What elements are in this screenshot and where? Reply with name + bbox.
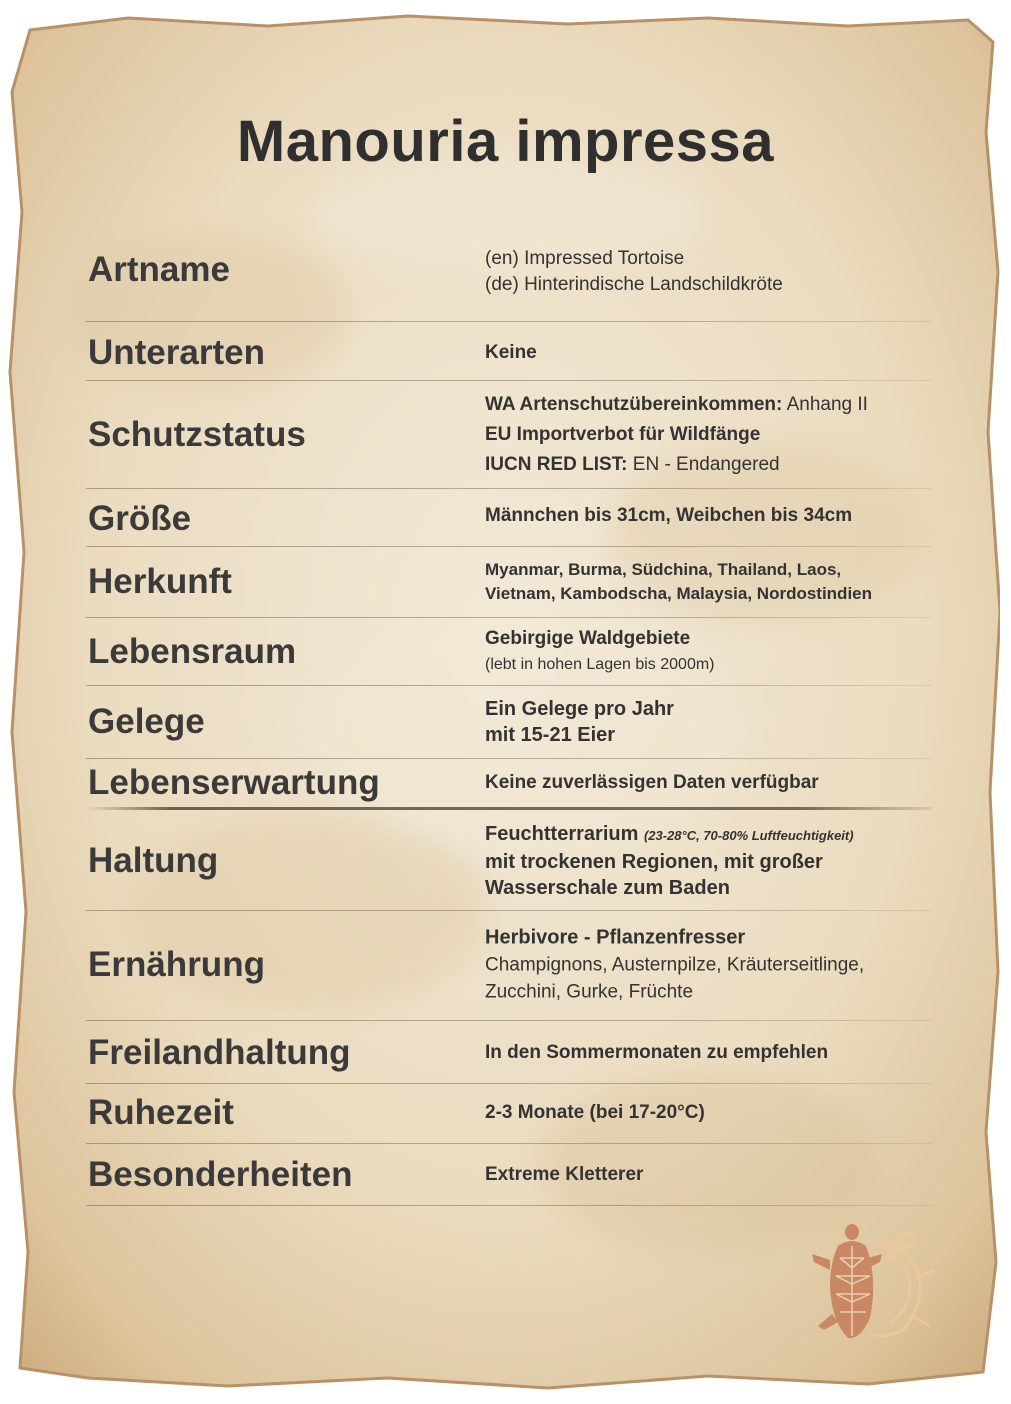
row-schutzstatus <box>86 390 931 480</box>
row-label: Ernährung <box>88 945 265 984</box>
row-value <box>485 1162 925 1188</box>
row-label: Besonderheiten <box>88 1155 353 1194</box>
row-groesse <box>86 494 931 544</box>
row-lebensraum <box>86 624 931 679</box>
row-divider <box>86 617 931 618</box>
row-ruhezeit <box>86 1088 931 1138</box>
value-line: Gebirgige Waldgebiete <box>485 627 691 649</box>
row-gelege <box>86 694 931 750</box>
row-label: Haltung <box>88 841 219 880</box>
value-line: Männchen bis 31cm, Weibchen bis 34cm <box>485 505 853 526</box>
row-herkunft <box>86 556 931 608</box>
row-label: Größe <box>88 499 192 538</box>
row-label: Freilandhaltung <box>88 1033 351 1072</box>
row-value <box>485 821 925 901</box>
value-line: Ein Gelege pro Jahr <box>485 698 674 720</box>
row-divider <box>86 488 931 489</box>
row-divider <box>86 1205 931 1206</box>
row-value <box>485 1100 925 1126</box>
row-label: Ruhezeit <box>88 1093 234 1132</box>
row-divider <box>86 546 931 547</box>
value-line: mit trockenen Regionen, mit großer <box>485 851 823 873</box>
row-value <box>485 770 925 796</box>
value-line: Keine <box>485 342 537 363</box>
turtle-logo-icon <box>808 1218 938 1353</box>
row-value <box>485 696 925 748</box>
row-divider <box>86 685 931 686</box>
row-divider <box>86 807 931 810</box>
row-divider <box>86 1083 931 1084</box>
row-lebenserwartung <box>86 760 931 806</box>
row-divider <box>86 758 931 759</box>
row-label: Herkunft <box>88 562 232 601</box>
value-line: Vietnam, Kambodscha, Malaysia, Nordostindien <box>485 584 873 603</box>
value-line: Extreme Kletterer <box>485 1164 644 1185</box>
row-divider <box>86 910 931 911</box>
row-unterarten <box>86 328 931 378</box>
row-value <box>485 1040 925 1066</box>
row-value <box>485 925 925 1006</box>
row-label: Schutzstatus <box>88 415 306 454</box>
row-artname <box>86 248 931 296</box>
row-label: Unterarten <box>88 333 265 372</box>
value-line: Wasserschale zum Baden <box>485 877 730 899</box>
value-line: Champignons, Austernpilze, Kräuterseitlinge, <box>485 954 865 976</box>
row-haltung <box>86 818 931 904</box>
value-line: (lebt in hohen Lagen bis 2000m) <box>485 655 715 673</box>
value-line: In den Sommermonaten zu empfehlen <box>485 1042 829 1063</box>
row-besonderheiten <box>86 1150 931 1200</box>
value-line: 2-3 Monate (bei 17-20°C) <box>485 1102 705 1123</box>
page-title: Manouria impressa <box>236 109 775 174</box>
value-line: Herbivore - Pflanzenfresser <box>485 926 746 949</box>
row-value <box>485 390 925 480</box>
row-divider <box>86 1020 931 1021</box>
row-divider <box>86 321 931 322</box>
value-line: EU Importverbot für Wildfänge <box>485 424 761 445</box>
row-label: Artname <box>88 250 230 289</box>
value-line: Feuchtterrarium (23-28°C, 70-80% Luftfeuchtigkeit) <box>485 823 854 845</box>
value-line: (de) Hinterindische Landschildkröte <box>485 274 783 295</box>
row-value <box>485 246 925 298</box>
row-value <box>485 340 925 366</box>
row-value <box>485 626 925 678</box>
row-value <box>485 503 925 529</box>
row-label: Lebenserwartung <box>88 763 380 802</box>
value-line: Zucchini, Gurke, Früchte <box>485 981 694 1003</box>
value-line: WA Artenschutzübereinkommen: Anhang II <box>485 394 868 415</box>
value-line: Myanmar, Burma, Südchina, Thailand, Laos, <box>485 560 842 579</box>
value-line: mit 15-21 Eier <box>485 724 616 746</box>
value-line: IUCN RED LIST: EN - Endangered <box>485 454 780 475</box>
row-freilandhaltung <box>86 1028 931 1078</box>
value-line: (en) Impressed Tortoise <box>485 248 685 269</box>
row-divider <box>86 1143 931 1144</box>
value-line: Keine zuverlässigen Daten verfügbar <box>485 772 819 793</box>
row-label: Gelege <box>88 702 205 741</box>
row-label: Lebensraum <box>88 631 297 671</box>
row-divider <box>86 380 931 381</box>
row-ernaehrung <box>86 920 931 1010</box>
row-value <box>485 558 925 606</box>
